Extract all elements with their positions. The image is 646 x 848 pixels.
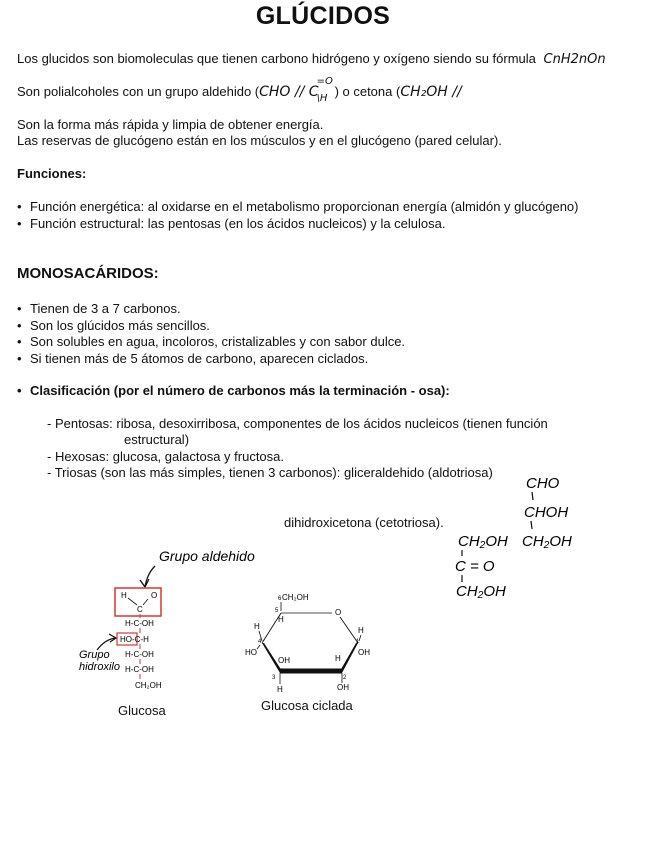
glicer-ch2oh: CH₂OH [522,533,572,550]
bond-line [143,599,148,605]
bond-line [257,645,260,649]
dihidroxi-line: dihidroxicetona (cetotriosa). [284,515,444,530]
intro-line-1 [17,51,606,68]
formula-handwritten: CnH2nOn [543,52,606,67]
ring-o: O [335,608,342,617]
dihidroxi-co: C = O [455,558,495,575]
dihidroxi-ch2oh-top: CH₂OH [458,533,508,550]
arrow-head [140,579,149,587]
ring-h3: H [277,685,283,694]
ring-n4: 4 [258,639,262,645]
cetona-handwritten: CH₂OH // [400,84,462,100]
bond-line [532,492,533,500]
intro-text-1: Los glucidos son biomoleculas que tienen carbono hidrógeno y oxígeno siendo su fórmula [17,51,536,66]
list-item: • Función energética: al oxidarse en el metabolismo proporcionan energía (almidón y glucógeno) [17,199,579,216]
glicer-choh: CHOH [524,504,569,521]
ring-n5: 5 [275,608,279,614]
list-item: • Son los glúcidos más sencillos. [17,318,405,335]
ring-n2: 2 [343,675,347,681]
grupo-hidroxilo-label-2: hidroxilo [79,661,120,673]
ring-n6: 6 [278,596,282,602]
list-item: • Si tienen más de 5 átomos de carbono, aparecen ciclados. [17,351,405,368]
bond-line [128,598,137,605]
hexosas-line: - Hexosas: glucosa, galactosa y fructosa. [47,449,285,464]
ring-ch2oh: CH₂OH [282,593,309,602]
glucosa-o: O [151,591,158,600]
ring-oh1: OH [358,648,370,657]
ring-n3: 3 [272,675,276,681]
intro-text-2-pre: Son polialcoholes con un grupo aldehido ( [17,84,260,99]
grupo-hidroxilo-label-1: Grupo [79,649,110,661]
ring-h5: H [278,615,284,624]
dihidroxicetona-structure [450,528,520,604]
glucosa-c1: C [137,605,143,614]
bond-line [531,521,532,529]
intro-line-2 [17,76,462,104]
pentosas-line-2: estructural) [124,432,190,447]
glucosa-row-1: H-C-OH [125,619,154,628]
glucosa-row-3: H-C-OH [125,650,154,659]
ring-oh3-up: OH [278,656,290,665]
ring-oh2: OH [337,683,349,692]
monosacaridos-heading: MONOSACÁRIDOS: [17,265,159,282]
aldehido-bonds [316,76,335,104]
bond-line [359,635,361,641]
dihidroxi-ch2oh-bottom: CH₂OH [456,583,506,600]
ring-n1: 1 [356,639,360,645]
ring-ho4: HO [245,648,257,657]
glucosa-ciclada-diagram [240,585,380,697]
page-title: GLÚCIDOS [255,2,391,30]
aldehido-handwritten: CHO // C [259,84,319,100]
list-item: • Función estructural: las pentosas (en los ácidos nucleicos) y la celulosa. [17,216,579,233]
intro-line-4: Las reservas de glucógeno están en los músculos y en el glucógeno (pared celular). [17,133,502,148]
glucosa-ciclada-caption: Glucosa ciclada [261,698,353,713]
glucosa-row-4: H-C-OH [125,665,154,674]
aldehido-o: =O [316,76,333,87]
grupo-aldehido-label: Grupo aldehido [159,548,255,564]
glucosa-row-5: CH₂OH [135,681,162,690]
ring-edge-left [262,613,281,643]
ring-h1: H [358,626,364,635]
funciones-heading: Funciones: [17,166,87,181]
list-item: • Son solubles en agua, incoloros, cristalizables y con sabor dulce. [17,334,405,351]
list-item: • Tienen de 3 a 7 carbonos. [17,301,405,318]
pentosas-line-1: - Pentosas: ribosa, desoxirribosa, componentes de los ácidos nucleicos (tienen función [47,416,548,431]
clasificacion-heading: • Clasificación (por el número de carbonos más la terminación - osa): [17,383,450,399]
glucosa-row-2: HO-C-H [120,635,149,644]
intro-line-3: Son la forma más rápida y limpia de obtener energía. [17,117,324,132]
aldehido-h: \H [316,93,328,104]
intro-text-2-mid: ) o cetona ( [334,84,401,99]
triosas-line: - Triosas (son las más simples, tienen 3 carbonos): gliceraldehido (aldotriosa) [47,465,493,480]
ring-h4: H [254,622,260,631]
funciones-list [17,199,579,232]
glucosa-h: H [121,591,127,600]
gliceraldehido-structure [518,468,588,550]
ring-h2-up: H [335,654,341,663]
glucosa-caption: Glucosa [118,703,166,718]
monosacaridos-list [17,301,405,367]
glicer-cho: CHO [526,475,560,492]
